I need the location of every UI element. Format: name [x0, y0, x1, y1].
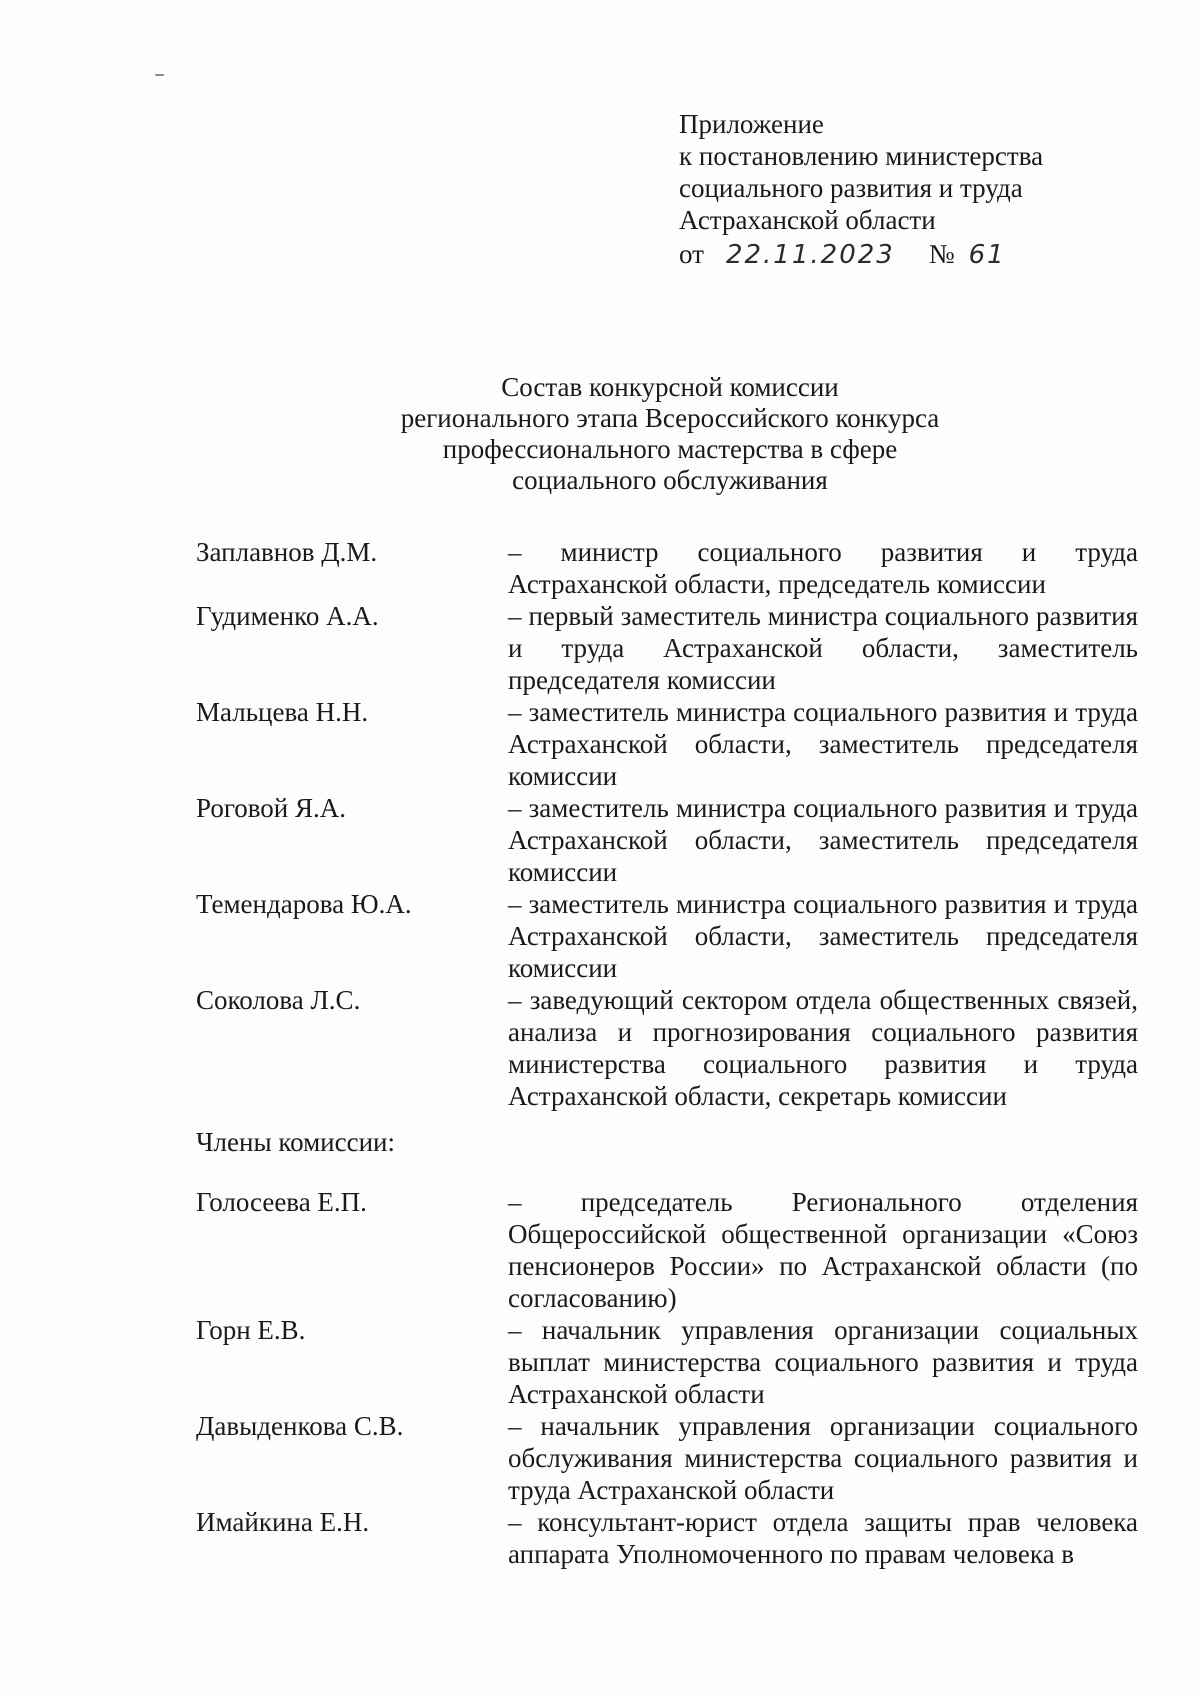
member-row	[196, 1410, 1142, 1506]
number-label: №	[928, 239, 955, 269]
member-name: Заплавнов Д.М.	[196, 537, 378, 567]
member-role: – консультант-юрист отдела защиты прав человека аппарата Уполномоченного по правам человека в	[508, 1507, 1138, 1569]
member-row	[196, 888, 1142, 984]
members-section-label: Члены комиссии:	[196, 1127, 395, 1157]
member-row	[196, 984, 1142, 1112]
member-role: – начальник управления организации социальных выплат министерства социального развития и труда Астраханской области	[508, 1315, 1138, 1409]
member-row	[196, 696, 1142, 792]
scan-speck	[155, 74, 164, 76]
member-row	[196, 536, 1142, 600]
title-line: профессионального мастерства в сфере	[442, 434, 898, 464]
title-line: социального обслуживания	[512, 465, 828, 495]
appendix-line: Приложение	[679, 109, 824, 139]
document-title	[300, 372, 1040, 496]
member-name: Роговой Я.А.	[196, 793, 347, 823]
member-role: – заместитель министра социального развития и труда Астраханской области, заместитель председателя комиссии	[508, 697, 1138, 791]
member-row	[196, 1186, 1142, 1314]
member-name: Темендарова Ю.А.	[196, 889, 412, 919]
member-name: Горн Е.В.	[196, 1315, 306, 1345]
member-name: Голосеева Е.П.	[196, 1187, 367, 1217]
member-role: – министр социального развития и труда Астраханской области, председатель комиссии	[508, 537, 1138, 599]
member-name: Мальцева Н.Н.	[196, 697, 369, 727]
appendix-line: Астраханской области	[679, 205, 936, 235]
member-name: Давыденкова С.В.	[196, 1411, 404, 1441]
member-role: – председатель Регионального отделения Общероссийской общественной организации «Союз пенсионеров России» по Астраханской области (по согласованию)	[508, 1187, 1138, 1313]
appendix-line: к постановлению министерства	[679, 141, 1044, 171]
member-row	[196, 792, 1142, 888]
member-name: Соколова Л.С.	[196, 985, 361, 1015]
handwritten-date: 22.11.2023	[725, 240, 895, 270]
member-role: – заведующий сектором отдела общественных связей, анализа и прогнозирования социального развития министерства социального развития и труда Астраханской области, секретарь комиссии	[508, 985, 1138, 1111]
appendix-date-line	[679, 238, 1119, 271]
member-row	[196, 1314, 1142, 1410]
member-role: – начальник управления организации социального обслуживания министерства социального развития и труда Астраханской области	[508, 1411, 1138, 1505]
member-role: – заместитель министра социального развития и труда Астраханской области, заместитель председателя комиссии	[508, 889, 1138, 983]
member-name: Гудименко А.А.	[196, 601, 379, 631]
commission-list	[196, 536, 1142, 1570]
title-line: Состав конкурсной комиссии	[501, 372, 839, 402]
member-role: – первый заместитель министра социального развития и труда Астраханской области, заместитель председателя комиссии	[508, 601, 1138, 695]
from-label: от	[679, 239, 704, 269]
appendix-header	[679, 108, 1119, 271]
handwritten-number: 61	[968, 240, 1006, 270]
title-line: регионального этапа Всероссийского конкурса	[400, 403, 940, 433]
appendix-line: социального развития и труда	[679, 173, 1023, 203]
member-name: Имайкина Е.Н.	[196, 1507, 370, 1537]
member-row	[196, 1506, 1142, 1570]
member-row	[196, 600, 1142, 696]
member-role: – заместитель министра социального развития и труда Астраханской области, заместитель председателя комиссии	[508, 793, 1138, 887]
